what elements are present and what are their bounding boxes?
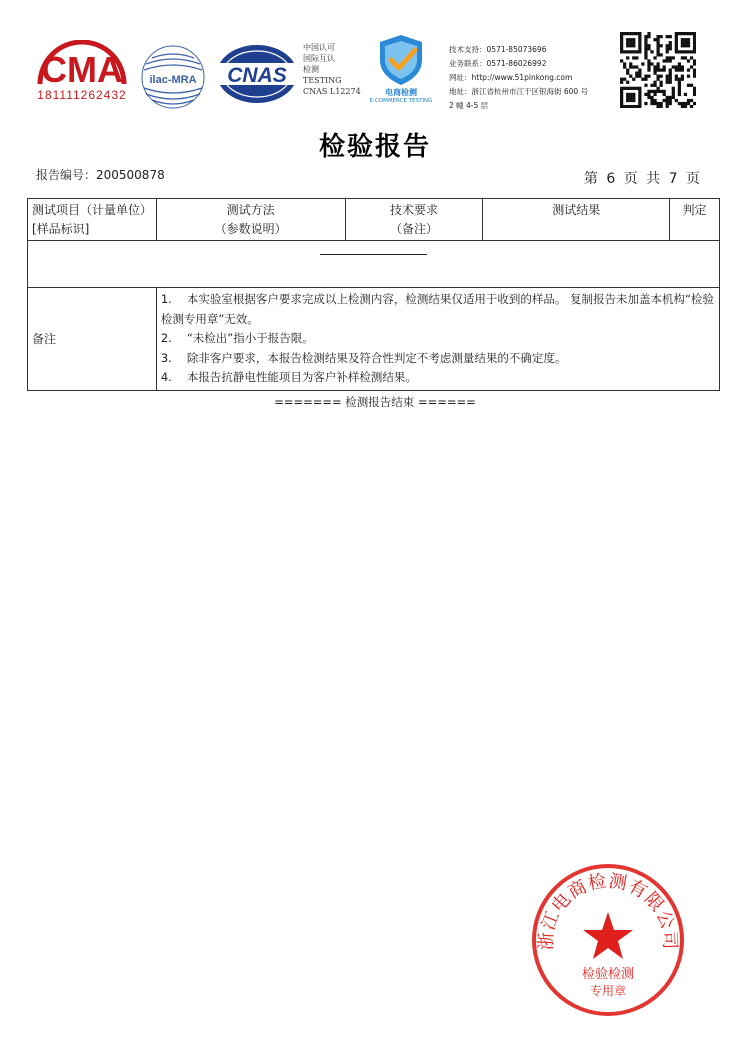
official-seal	[530, 862, 686, 1018]
table-header-row	[28, 199, 720, 241]
seal-line2: 专用章	[589, 984, 627, 998]
cma-number: 181111262432	[37, 88, 127, 102]
cma-logo	[30, 40, 134, 104]
cert-line: TESTING	[303, 76, 342, 85]
note-item	[161, 290, 715, 329]
header-line: 测试方法	[226, 203, 275, 217]
header-line: 测试项目（计量单位）	[32, 203, 153, 217]
cma-mark-text: CMA	[41, 49, 123, 90]
ecom-title: 电商检测	[385, 88, 417, 97]
cert-line: 国际互认	[303, 54, 335, 63]
cnas-mark-text: CNAS	[227, 64, 287, 87]
cert-line: 检测	[303, 65, 319, 74]
cma-mark-graphic	[30, 40, 134, 90]
cnas-logo	[216, 44, 298, 104]
divider	[320, 254, 427, 255]
ilac-mra-logo	[140, 44, 206, 110]
blank-cell	[28, 241, 720, 288]
header-tech-requirement	[345, 199, 483, 241]
report-end-text: ======= 检测报告结束 ======	[274, 395, 476, 409]
contact-tech-support: 技术支持：0571-85073696	[449, 45, 547, 54]
header-judgement	[670, 199, 720, 241]
ilac-mark-text: ilac-MRA	[149, 74, 197, 86]
header-line: 技术要求	[389, 203, 438, 217]
shield-check-icon	[368, 32, 434, 88]
seal-org-text: 浙江电商检测有限公司	[535, 870, 681, 951]
header-line: （备注）	[389, 222, 438, 236]
note-text: 除非客户要求，本报告检测结果及符合性判定不考虑测量结果的不确定度。	[186, 350, 567, 365]
header-line: 测试结果	[552, 203, 601, 217]
seal-line1: 检验检测	[581, 967, 635, 982]
page-info: 第 6 页 共 7 页	[583, 171, 700, 187]
note-number: 2.	[160, 331, 172, 345]
results-table	[27, 198, 720, 391]
table-row	[28, 241, 720, 288]
qr-code-icon	[620, 32, 696, 108]
notes-cell	[156, 288, 719, 391]
contact-website: 网址：http://www.51pinkong.com	[449, 73, 573, 82]
header-test-result	[483, 199, 670, 241]
cnas-cert-text	[303, 42, 361, 97]
header-line: [样品标识]	[32, 222, 90, 236]
notes-row	[28, 288, 720, 391]
note-item	[161, 329, 715, 349]
note-item	[161, 349, 715, 369]
ecommerce-testing-logo	[368, 32, 434, 108]
contact-business: 业务联系：0571-86026992	[449, 59, 547, 68]
note-text: 本报告抗静电性能项目为客户补样检测结果。	[186, 370, 417, 384]
star-icon	[583, 912, 633, 959]
contact-address: 地址：浙江省杭州市江干区银海街 600 号	[449, 87, 589, 96]
notes-label: 备注	[28, 288, 157, 391]
header-test-method	[156, 199, 345, 241]
header-test-item	[28, 199, 157, 241]
report-number: 报告编号：200500878	[36, 168, 165, 182]
header-line: （参数说明）	[214, 222, 287, 236]
note-text: 本实验室根据客户要求完成以上检测内容，检测结果仅适用于收到的样品。 复制报告未加盖本机构“检验检测专用章”无效。	[160, 292, 714, 326]
ecom-subtitle: E-COMMERCE TESTING	[369, 98, 433, 104]
cert-line: CNAS L12274	[303, 87, 361, 96]
contact-address-2: 2 幢 4-5 层	[449, 101, 489, 110]
note-number: 3.	[160, 350, 172, 365]
note-text: “未检出”指小于报告限。	[186, 331, 314, 345]
header-line: 判定	[682, 203, 707, 217]
cert-line: 中国认可	[303, 43, 335, 52]
report-title: 检验报告	[318, 132, 431, 162]
note-number: 4.	[160, 370, 172, 384]
contact-info	[449, 43, 588, 113]
note-number: 1.	[160, 292, 172, 306]
note-item	[161, 368, 715, 388]
